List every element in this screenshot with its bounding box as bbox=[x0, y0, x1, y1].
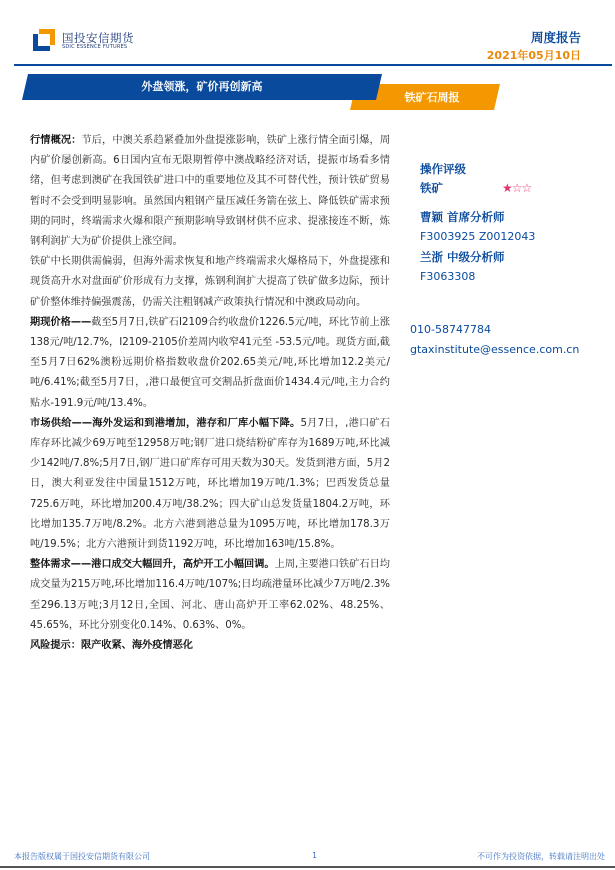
footer-divider bbox=[0, 866, 615, 868]
category-banner: 铁矿石周报 bbox=[404, 91, 460, 104]
report-date: 2021年05月10日 bbox=[486, 49, 581, 62]
headline-banner: 外盘领涨，矿价再创新高 bbox=[141, 80, 263, 93]
company-logo bbox=[33, 29, 163, 53]
analyst-license: F3063308 bbox=[420, 270, 476, 283]
demand-text: 上周,主要港口铁矿石日均成交量为215万吨,环比增加116.4万吨/107%;日均疏港量环比减少7万吨/2.3%至296.13万吨;3月12日,全国、河北、唐山高炉开工率62.02%、48.25%、45.65%，环比分别变化0.14%、0.63%、0%。 bbox=[30, 559, 390, 631]
logo-name-cn: 国投安信期货 bbox=[62, 31, 134, 45]
footer-copyright: 本报告版权属于国投安信期货有限公司 bbox=[14, 852, 150, 861]
supply-label: 市场供给——海外发运和到港增加，港存和厂库小幅下降。 bbox=[30, 417, 301, 429]
rating-row bbox=[420, 179, 610, 198]
contact-info bbox=[410, 320, 579, 360]
analyst-name: 兰浙 中级分析师 bbox=[420, 250, 505, 264]
contact-phone: 010-58747784 bbox=[410, 323, 491, 336]
logo-mark-icon bbox=[33, 29, 55, 51]
analyst-name: 曹颖 首席分析师 bbox=[420, 210, 505, 224]
overview-label: 行情概况： bbox=[30, 135, 82, 146]
analyst-license: F3003925 Z0012043 bbox=[420, 230, 536, 243]
outlook-paragraph: 铁矿中长期供需偏弱，但海外需求恢复和地产终端需求火爆格局下，外盘提涨和现货高升水对盘面矿价形成有力支撑，炼钢利润扩大提高了铁矿做多边际，预计矿价整体维持偏强震荡，仍需关注粗钢减产政策执行情况和中澳政局动向。 bbox=[30, 256, 390, 308]
demand-paragraph bbox=[30, 555, 390, 636]
risk-label: 风险提示： bbox=[30, 640, 81, 652]
supply-text: 5月7日，,港口矿石库存环比减少69万吨至12958万吨;钢厂进口烧结粉矿库存为1689万吨,环比减少142吨/7.8%;5月7日,钢厂进口矿库存可用天数为30天。发货到港方面，5月2日，澳大利亚发往中国量1512万吨，环比增加19万吨/1.3%；巴西发货总量725.6万吨，环比增加200.4万吨/38.2%；四大矿山总发货量1804.2万吨，环比增加135.7万吨/8.2%。北方六港到港总量为1095万吨，环比增加178.3万吨/19.5%；北方六港预计到货1192万吨，环比增加163吨/15.8%。 bbox=[30, 417, 390, 551]
prices-paragraph bbox=[30, 313, 390, 414]
overview-text: 节后，中澳关系趋紧叠加外盘提涨影响，铁矿上涨行情全面引爆，周内矿价屡创新高。6日国内宣布无限期暂停中澳战略经济对话，提振市场看多情绪，但考虑到澳矿在我国铁矿进口中的重要地位及其不可替代性，预计铁矿贸易暂时不会受到明显影响。虽然国内粗钢产量压减任务箭在弦上、降低铁矿需求预期的同时，终端需求火爆和限产预期影响导致钢材供不应求、提涨接连不断，炼钢利润扩大为矿价提供上涨空间。 bbox=[30, 135, 391, 248]
risk-paragraph bbox=[30, 636, 390, 656]
overview-paragraph bbox=[30, 131, 390, 252]
page-number: 1 bbox=[312, 851, 318, 860]
sidebar bbox=[420, 160, 610, 287]
rating-title: 操作评级 bbox=[420, 162, 466, 176]
prices-text: 截至5月7日,铁矿石I2109合约收盘价1226.5元/吨，环比节前上涨138元/吨/12.7%，I2109-2105价差周内收窄41元至 -53.5元/吨。现货方面,截至5月7日62%澳粉远期价格指数收盘价202.65美元/吨,环比增加12.2美元/吨/6.41%;截至5月7日，,港口最便宜可交割品折盘面价1434.4元/吨,主力合约贴水-191.9元/吨/13.4%。 bbox=[30, 316, 390, 409]
rating-commodity: 铁矿 bbox=[420, 181, 443, 195]
report-type: 周度报告 bbox=[530, 30, 581, 45]
report-body bbox=[30, 131, 390, 656]
star-rating-icon: ★☆☆ bbox=[502, 181, 532, 195]
supply-paragraph bbox=[30, 414, 390, 555]
prices-label: 期现价格—— bbox=[30, 316, 92, 328]
header-divider bbox=[14, 64, 612, 66]
footer-disclaimer: 不可作为投资依据，转载请注明出处 bbox=[477, 852, 605, 861]
analyst-list bbox=[420, 207, 610, 287]
contact-email[interactable]: gtaxinstitute@essence.com.cn bbox=[410, 343, 580, 356]
demand-label: 整体需求——港口成交大幅回升，高炉开工小幅回调。 bbox=[30, 559, 275, 571]
logo-name-en: SDIC ESSENCE FUTURES bbox=[62, 44, 128, 50]
risk-text: 限产收紧、海外疫情恶化 bbox=[80, 640, 193, 652]
